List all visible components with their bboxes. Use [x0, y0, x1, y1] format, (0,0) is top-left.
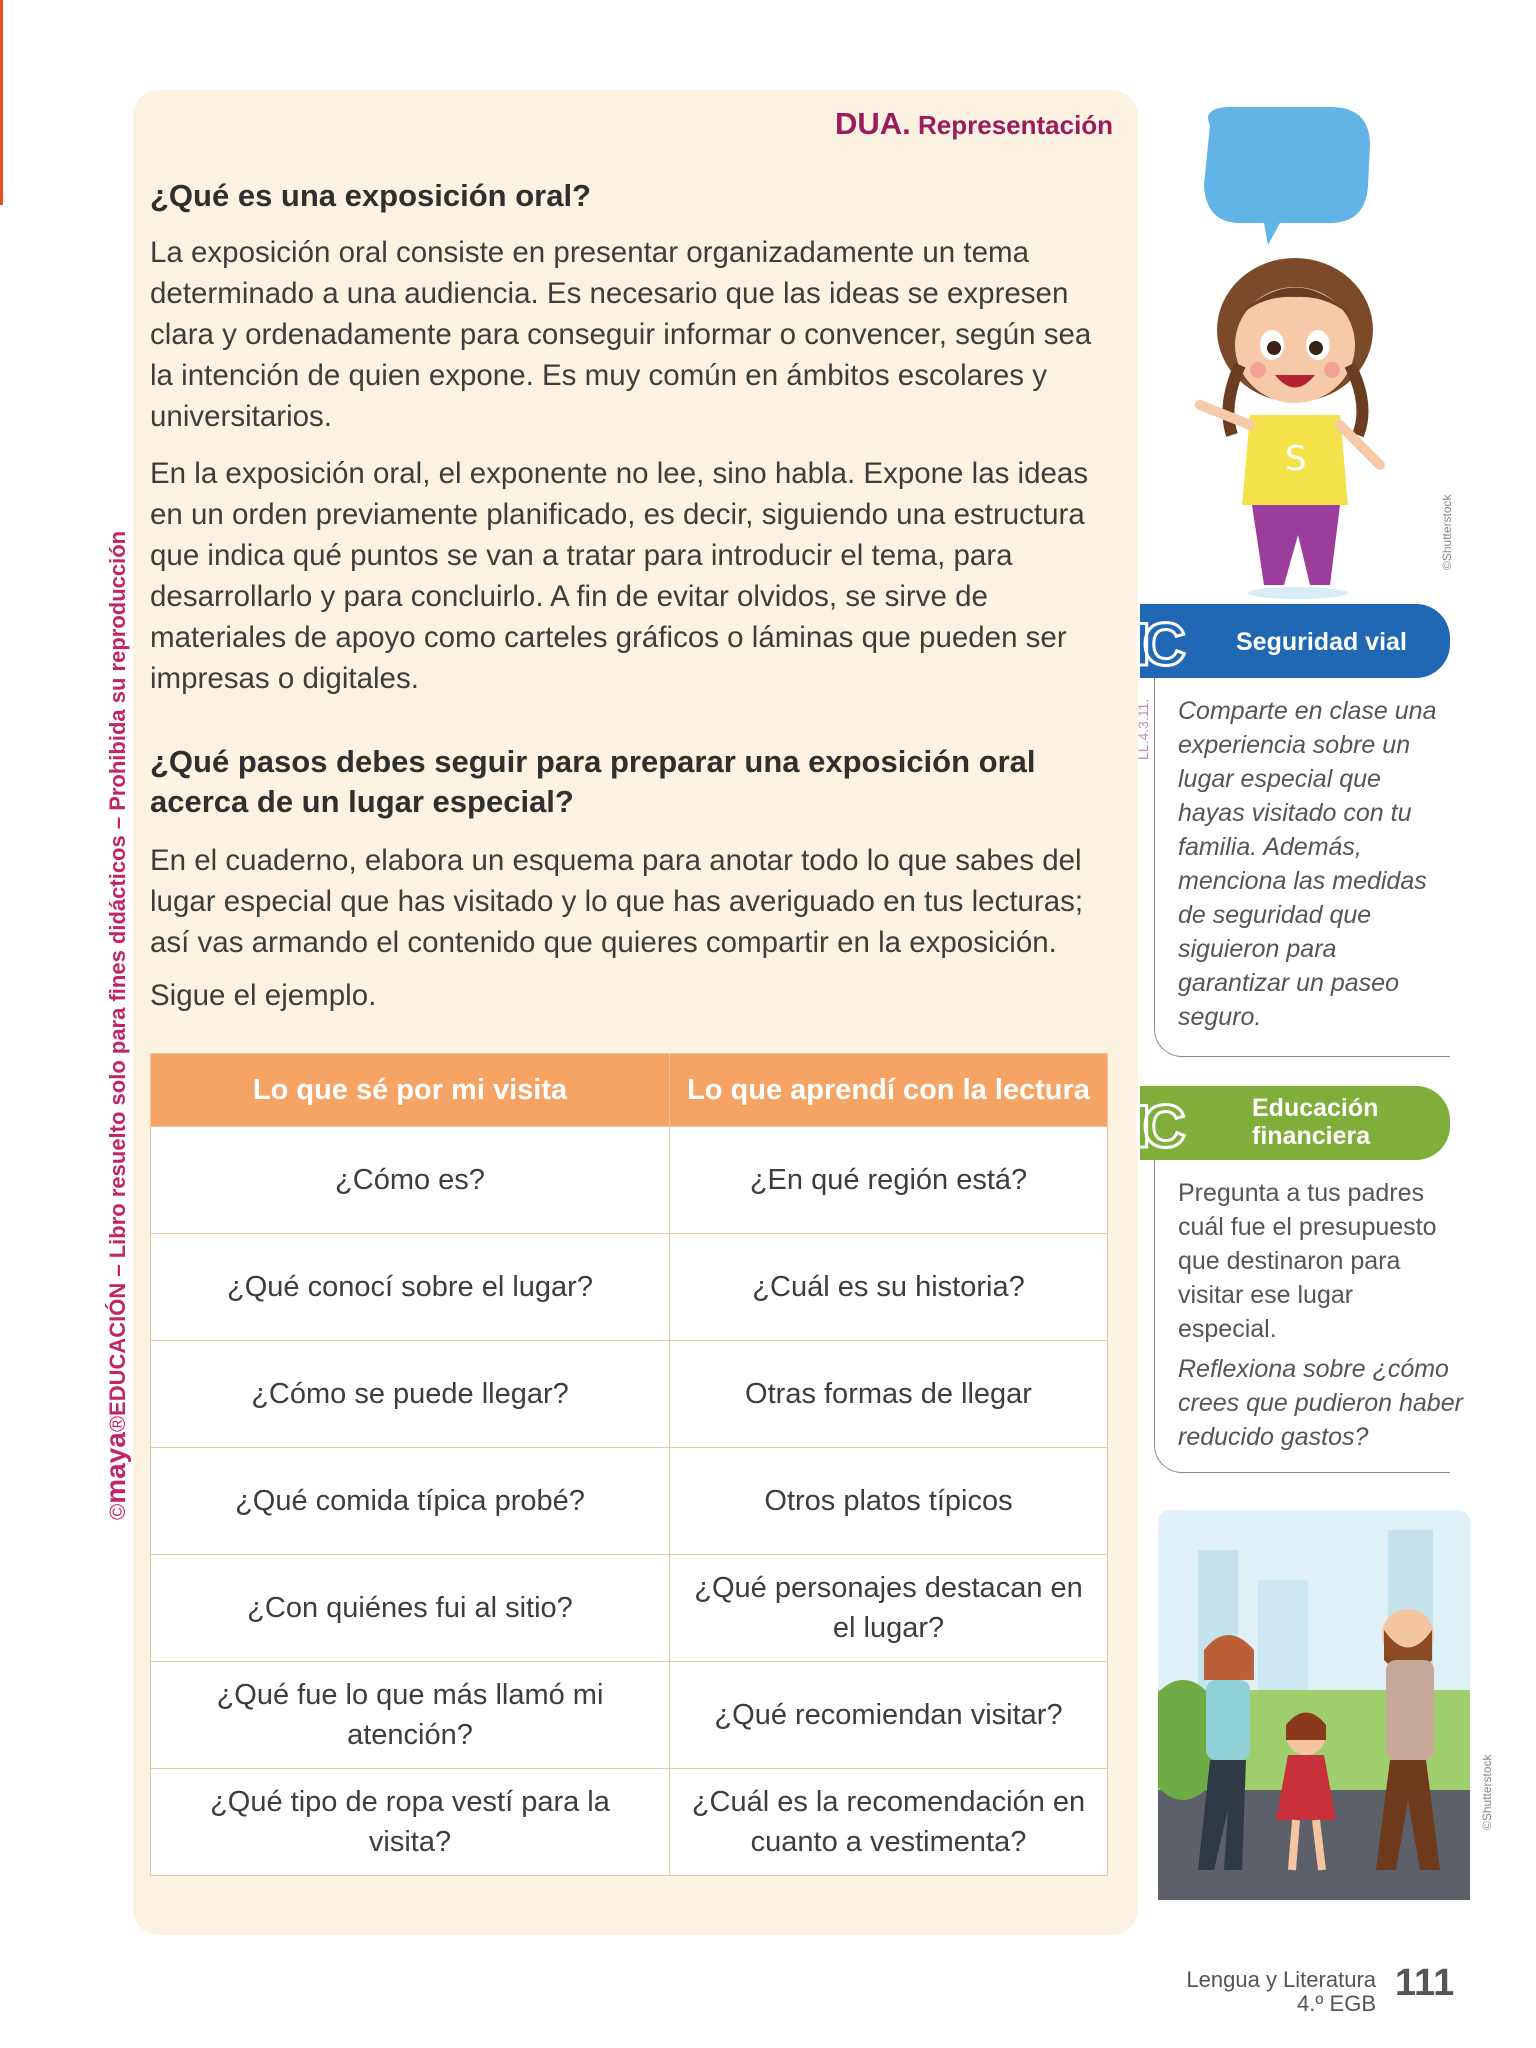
image-credit: ©Shutterstock: [1480, 1754, 1494, 1830]
table-row: [151, 1662, 1108, 1769]
footer-subject: Lengua y Literatura 4.º EGB: [1186, 1967, 1376, 2016]
table-header-reading: Lo que aprendí con la lectura: [670, 1054, 1108, 1127]
paragraph-exponent: En la exposición oral, el exponente no lee, sino habla. Expone las ideas en un orden previamente planificado, es decir, siguiendo una estructura que indica qué puntos se van a tratar para introducir el tema, para desarrollarlo y para concluirlo. A fin de evitar olvidos, se sirve de materiales de apoyo como carteles gráficos o láminas que pueden ser impresas o digitales.: [150, 457, 1089, 695]
table-cell: ¿Cuál es su historia?: [670, 1234, 1108, 1341]
ic-logo-icon: IC: [1134, 611, 1178, 678]
card-financial-header: [1134, 1086, 1450, 1160]
table-cell: ¿Qué personajes destacan en el lugar?: [670, 1555, 1108, 1662]
curriculum-code: LL.4.3.11.: [1135, 698, 1151, 760]
card-financial-reflection: Reflexiona sobre ¿cómo crees que pudieron haber reducido gastos?: [1178, 1355, 1463, 1451]
table-cell: ¿Qué conocí sobre el lugar?: [151, 1234, 670, 1341]
table-row: [151, 1234, 1108, 1341]
ic-logo-icon: IC: [1134, 1093, 1178, 1160]
girl-illustration: [1180, 105, 1410, 605]
side-copyright: ©maya®EDUCACIÓN – Libro resuelto solo para fines didácticos – Prohibida su reproducción: [100, 530, 131, 1520]
table-cell: Otras formas de llegar: [670, 1341, 1108, 1448]
table-row: [151, 1769, 1108, 1876]
card-financial-education: [1134, 1086, 1463, 1476]
image-credit: ©Shutterstock: [1440, 494, 1454, 570]
example-table: [150, 1053, 1108, 1876]
table-row: [151, 1127, 1108, 1234]
table-row: [151, 1555, 1108, 1662]
table-row: [151, 1341, 1108, 1448]
card-road-safety-text: Comparte en clase una experiencia sobre un lugar especial que hayas visitado con tu familia. Además, menciona las medidas de seguridad que siguieron para garantizar un paseo seguro.: [1178, 697, 1437, 1031]
table-cell: ¿Qué comida típica probé?: [151, 1448, 670, 1555]
table-cell: ¿En qué región está?: [670, 1127, 1108, 1234]
table-row: [151, 1448, 1108, 1555]
card-road-safety-header: [1134, 604, 1450, 678]
page-edge-accent: [0, 0, 3, 205]
table-cell: ¿Cuál es la recomendación en cuanto a vestimenta?: [670, 1769, 1108, 1876]
dua-label: DUA. Representación: [835, 106, 1114, 141]
page-number: 111: [1395, 1962, 1455, 2004]
table-cell: ¿Cómo es?: [151, 1127, 670, 1234]
family-illustration: [1158, 1510, 1470, 1900]
section-title-oral-exposition: ¿Qué es una exposición oral?: [150, 178, 591, 213]
speech-bubble: [1204, 107, 1370, 245]
card-financial-title: Educación financiera: [1252, 1094, 1379, 1150]
table-cell: Otros platos típicos: [670, 1448, 1108, 1555]
paragraph-follow-example: Sigue el ejemplo.: [150, 979, 377, 1012]
table-cell: ¿Qué tipo de ropa vestí para la visita?: [151, 1769, 670, 1876]
svg-text:S: S: [1285, 439, 1307, 479]
section-title-steps: ¿Qué pasos debes seguir para preparar una exposición oral acerca de un lugar especial?: [150, 744, 1036, 819]
table-cell: ¿Qué fue lo que más llamó mi atención?: [151, 1662, 670, 1769]
table-cell: ¿Con quiénes fui al sitio?: [151, 1555, 670, 1662]
card-road-safety-title: Seguridad vial: [1236, 628, 1407, 656]
table-cell: ¿Cómo se puede llegar?: [151, 1341, 670, 1448]
table-header-visit: Lo que sé por mi visita: [151, 1054, 670, 1127]
paragraph-instructions: En el cuaderno, elabora un esquema para anotar todo lo que sabes del lugar especial que has visitado y lo que has averiguado en tus lecturas; así vas armando el contenido que quieres compartir en la exposición.: [150, 844, 1084, 959]
paragraph-definition: La exposición oral consiste en presentar organizadamente un tema determinado a una audiencia. Es necesario que las ideas se expresen clara y ordenadamente para conseguir informar o convencer, según sea la intención de quien expone. Es muy común en ámbitos escolares y universitarios.: [150, 236, 1092, 433]
card-financial-text: Pregunta a tus padres cuál fue el presupuesto que destinaron para visitar ese lugar especial.: [1178, 1179, 1437, 1343]
table-cell: ¿Qué recomiendan visitar?: [670, 1662, 1108, 1769]
card-road-safety: [1134, 604, 1450, 1059]
